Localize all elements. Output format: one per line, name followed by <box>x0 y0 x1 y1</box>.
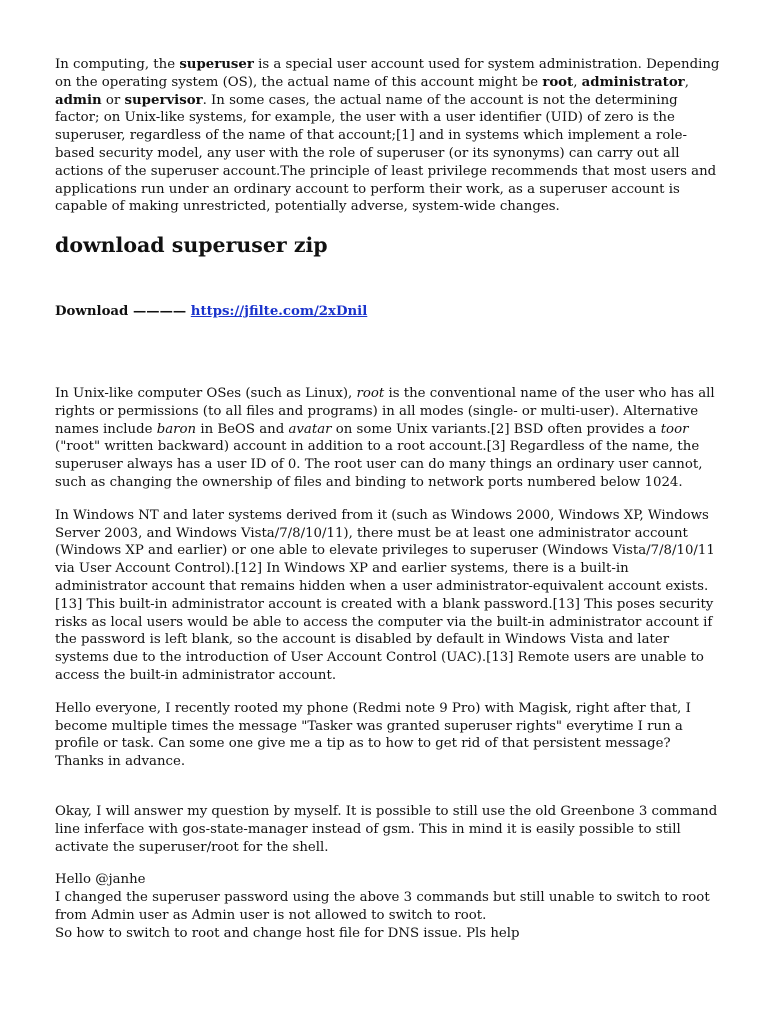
intro-text-6: . In some cases, the actual name of the account is not the determining factor; on Unix-like systems, for example, the user with a user identifier (UID) of zero is the superuser, regardless of the name of that account;[1] and in systems which implement a role-based security model, any user with the role of superuser (or its synonyms) can carry out all actions of the superuser account.The principle of least privilege recommends that most users and applications run under an ordinary account to perform their work, as a superuser account is capable of making unrestricted, potentially adverse, system-wide changes. <box>55 92 717 215</box>
intro-text-4: , <box>684 74 689 90</box>
download-line <box>55 303 720 321</box>
intro-paragraph <box>55 56 720 216</box>
janhe-line-3: So how to switch to root and change host file for DNS issue. Pls help <box>55 925 520 941</box>
page-heading: download superuser zip <box>55 233 328 258</box>
document-page <box>55 56 720 942</box>
unix-italic-root: root <box>356 385 385 401</box>
intro-text-2: is a special user account used for system administration. Depending on the operating system (OS), the actual name of this account might be <box>55 57 720 90</box>
download-label: Download ———— <box>55 304 191 320</box>
unix-italic-avatar: avatar <box>288 421 332 437</box>
unix-paragraph <box>55 385 720 492</box>
unix-text-1: In Unix-like computer OSes (such as Linux), <box>55 385 357 401</box>
janhe-line-1: Hello @janhe <box>55 872 146 888</box>
intro-bold-admin: admin <box>55 92 102 108</box>
unix-text-5: ("root" written backward) account in addition to a root account.[3] Regardless of the name, the superuser always has a user ID of 0. The root user can do many things an ordinary user cannot, such as changing the ownership of files and binding to network ports numbered below 1024. <box>55 439 703 490</box>
windows-paragraph: In Windows NT and later systems derived from it (such as Windows 2000, Windows XP, Windows Server 2003, and Windows Vista/7/8/10/11), there must be at least one administrator account (Windows XP and earlier) or one able to elevate privileges to superuser (Windows Vista/7/8/10/11 via User Account Control).[12] In Windows XP and earlier systems, there is a built-in administrator account that remains hidden when a user administrator-equivalent account exists.[13] This built-in administrator account is created with a blank password.[13] This poses security risks as local users would be able to access the computer via the built-in administrator account if the password is left blank, so the account is disabled by default in Windows Vista and later systems due to the introduction of User Account Control (UAC).[13] Remote users are unable to access the built-in administrator account. <box>55 507 715 683</box>
intro-bold-superuser: superuser <box>179 57 254 72</box>
intro-text-3: , <box>573 74 582 90</box>
unix-italic-baron: baron <box>156 421 197 437</box>
forum-post-magisk: Hello everyone, I recently rooted my phone (Redmi note 9 Pro) with Magisk, right after that, I become multiple times the message "Tasker was granted superuser rights" everytime I run a profile or task. Can some one give me a tip as to how to get rid of that persistent message? Thanks in advance. <box>55 700 691 770</box>
unix-text-4: on some Unix variants.[2] BSD often provides a <box>331 421 661 437</box>
intro-bold-supervisor: supervisor <box>124 92 203 108</box>
intro-text-5: or <box>101 92 125 108</box>
intro-bold-administrator: administrator <box>581 74 685 90</box>
intro-bold-root: root <box>542 74 574 90</box>
forum-post-greenbone: Okay, I will answer my question by myself. It is possible to still use the old Greenbone 3 command line inferface with gos-state-manager instead of gsm. This in mind it is easily possible to still activate the superuser/root for the shell. <box>55 803 718 855</box>
download-link[interactable]: https://jfilte.com/2xDnil <box>190 304 368 320</box>
unix-text-3: in BeOS and <box>196 421 289 437</box>
janhe-line-2: I changed the superuser password using the above 3 commands but still unable to switch to root from Admin user as Admin user is not allowed to switch to root. <box>55 890 710 923</box>
unix-italic-toor: toor <box>660 421 689 437</box>
forum-post-janhe <box>55 871 720 942</box>
unix-text-2: is the conventional name of the user who has all rights or permissions (to all files and programs) in all modes (single- or multi-user). Alternative names include <box>55 385 715 437</box>
intro-text-1: In computing, the <box>55 57 180 72</box>
